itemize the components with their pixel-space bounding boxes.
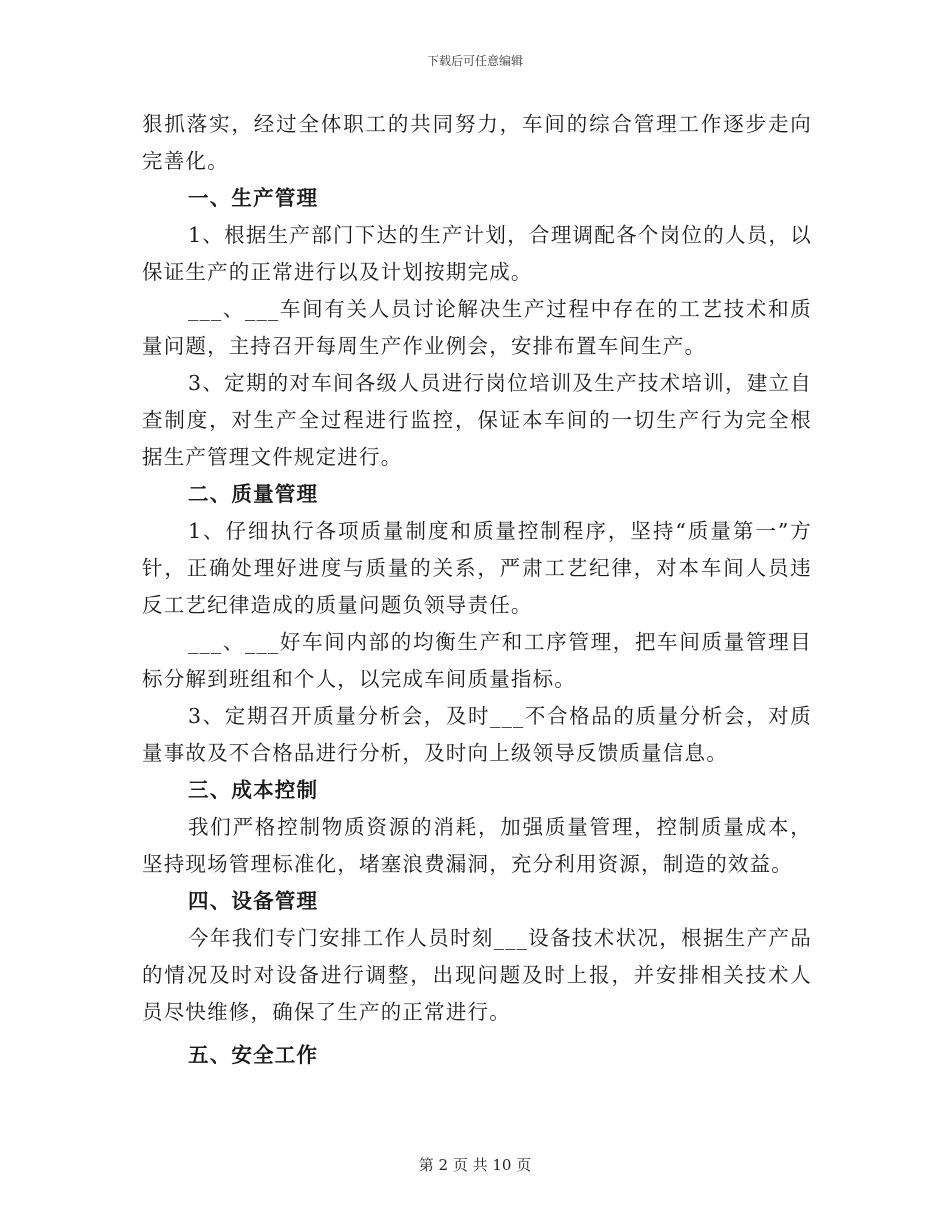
- section-heading-quality: 二、质量管理: [188, 482, 319, 506]
- document-body: [142, 106, 812, 1074]
- intro-paragraph: 狠抓落实，经过全体职工的共同努力，车间的综合管理工作逐步走向完善化。: [142, 112, 812, 173]
- section-heading-production: 一、生产管理: [188, 186, 319, 210]
- section-heading-equipment: 四、设备管理: [188, 889, 319, 913]
- production-paragraph-3: 3、定期的对车间各级人员进行岗位培训及生产技术培训，建立自查制度，对生产全过程进行监控，保证本车间的一切生产行为完全根据生产管理文件规定进行。: [142, 371, 812, 469]
- section-heading-safety: 五、安全工作: [188, 1043, 319, 1067]
- section-heading-cost: 三、成本控制: [188, 778, 319, 802]
- page-header-note: 下载后可任意编辑: [426, 54, 523, 68]
- cost-paragraph-1: 我们严格控制物质资源的消耗，加强质量管理，控制质量成本，坚持现场管理标准化，堵塞浪费漏洞，充分利用资源，制造的效益。: [142, 815, 812, 876]
- quality-paragraph-1: 1、仔细执行各项质量制度和质量控制程序，坚持“质量第一”方针，正确处理好进度与质量的关系，严肃工艺纪律，对本车间人员违反工艺纪律造成的质量问题负领导责任。: [142, 519, 812, 617]
- page-footer: 第 2 页 共 10 页: [418, 1156, 532, 1174]
- production-paragraph-2: ___、___车间有关人员讨论解决生产过程中存在的工艺技术和质量问题，主持召开每周生产作业例会，安排布置车间生产。: [142, 297, 812, 358]
- quality-paragraph-2: ___、___好车间内部的均衡生产和工序管理，把车间质量管理目标分解到班组和个人，以完成车间质量指标。: [142, 630, 812, 691]
- equipment-paragraph-1: 今年我们专门安排工作人员时刻___设备技术状况，根据生产产品的情况及时对设备进行调整，出现问题及时上报，并安排相关技术人员尽快维修，确保了生产的正常进行。: [142, 926, 812, 1024]
- production-paragraph-1: 1、根据生产部门下达的生产计划，合理调配各个岗位的人员，以保证生产的正常进行以及计划按期完成。: [142, 223, 812, 284]
- quality-paragraph-3: 3、定期召开质量分析会，及时___不合格品的质量分析会，对质量事故及不合格品进行分析，及时向上级领导反馈质量信息。: [142, 704, 812, 765]
